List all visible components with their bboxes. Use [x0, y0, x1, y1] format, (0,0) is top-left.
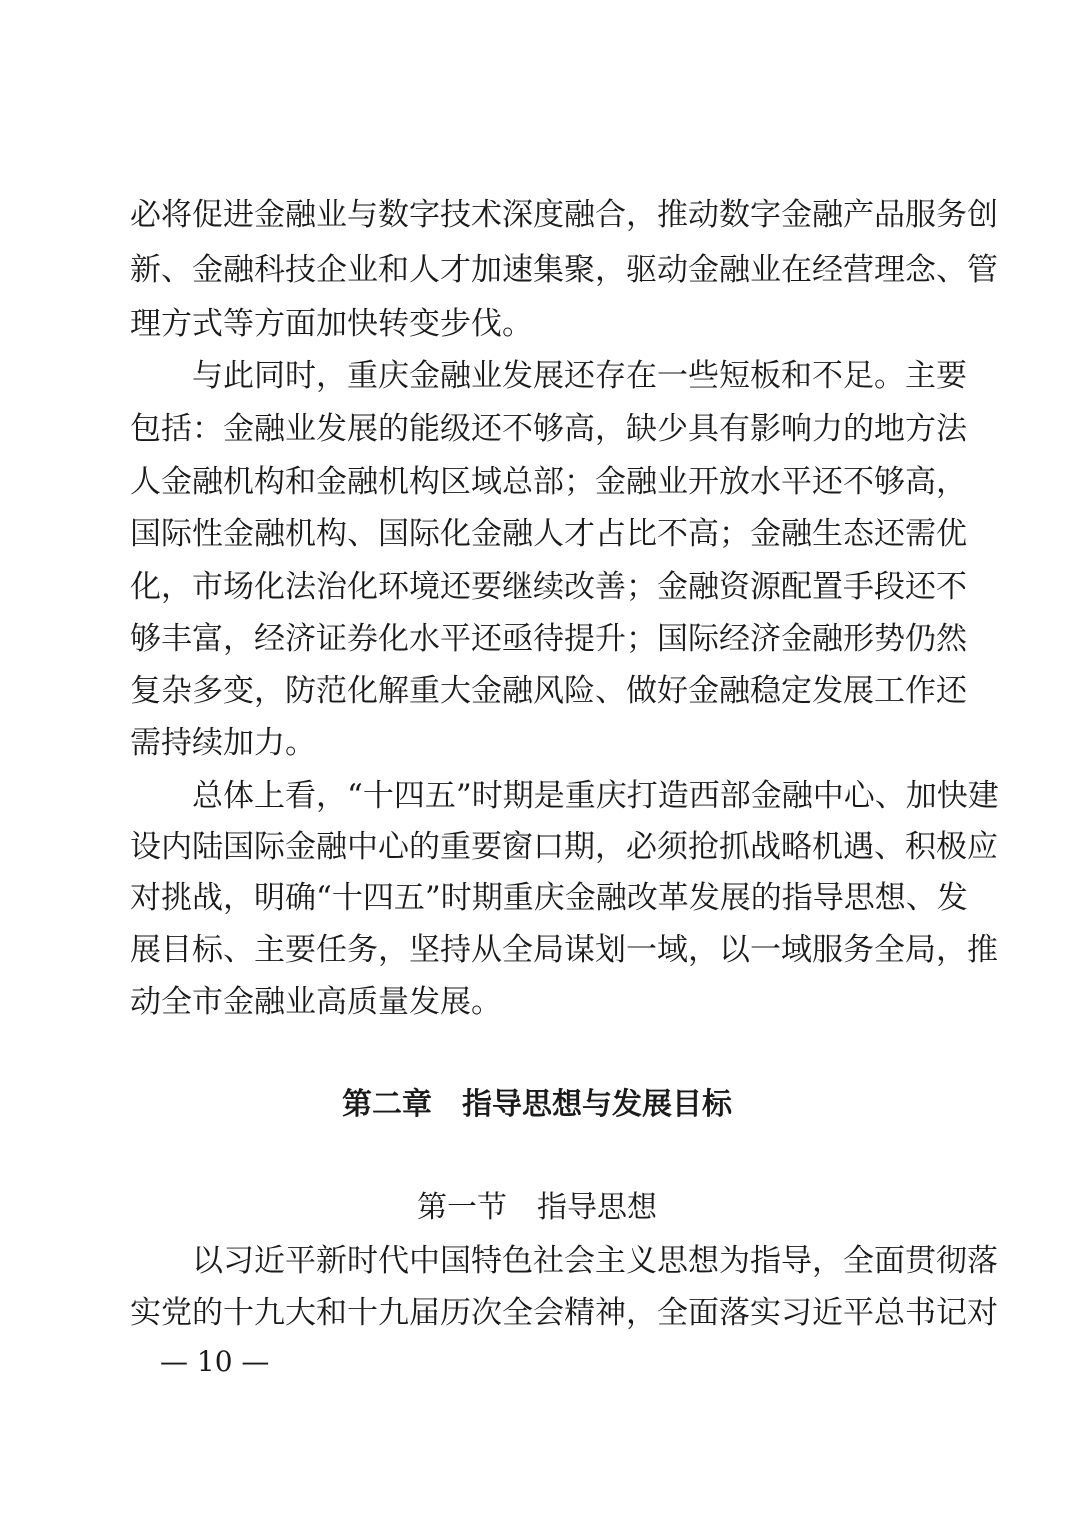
- paragraph-2-line-2: 包括：金融业发展的能级还不够高，缺少具有影响力的地方法: [130, 411, 967, 447]
- page-number: — 10 —: [160, 1345, 270, 1378]
- section-paragraph-line-1: 以习近平新时代中国特色社会主义思想为指导，全面贯彻落: [192, 1243, 998, 1279]
- paragraph-2-line-1: 与此同时，重庆金融业发展还存在一些短板和不足。主要: [192, 358, 967, 394]
- paragraph-3-line-3: 对挑战，明确“十四五”时期重庆金融改革发展的指导思想、发: [130, 880, 968, 916]
- section-title: 第一节 指导思想: [417, 1190, 657, 1225]
- paragraph-1-line-2: 新、金融科技企业和人才加速集聚，驱动金融业在经营理念、管: [130, 252, 998, 288]
- paragraph-3-line-4: 展目标、主要任务，坚持从全局谋划一域，以一域服务全局，推: [130, 932, 998, 968]
- paragraph-2-line-5: 化，市场化法治化环境还要继续改善；金融资源配置手段还不: [130, 569, 967, 605]
- paragraph-2-line-4: 国际性金融机构、国际化金融人才占比不高；金融生态还需优: [130, 516, 967, 552]
- paragraph-2-line-7: 复杂多变，防范化解重大金融风险、做好金融稳定发展工作还: [130, 673, 967, 709]
- paragraph-3-line-1: 总体上看，“十四五”时期是重庆打造西部金融中心、加快建: [192, 778, 999, 814]
- paragraph-1-line-1: 必将促进金融业与数字技术深度融合，推动数字金融产品服务创: [130, 197, 998, 233]
- section-paragraph-line-2: 实党的十九大和十九届历次全会精神，全面落实习近平总书记对: [130, 1295, 998, 1331]
- paragraph-1-line-3: 理方式等方面加快转变步伐。: [130, 306, 533, 342]
- chapter-title: 第二章 指导思想与发展目标: [342, 1087, 732, 1122]
- paragraph-3-line-5: 动全市金融业高质量发展。: [130, 984, 502, 1020]
- paragraph-2-line-6: 够丰富，经济证券化水平还亟待提升；国际经济金融形势仍然: [130, 621, 967, 657]
- paragraph-2-line-8: 需持续加力。: [130, 725, 316, 761]
- paragraph-2-line-3: 人金融机构和金融机构区域总部；金融业开放水平还不够高，: [130, 464, 967, 500]
- paragraph-3-line-2: 设内陆国际金融中心的重要窗口期，必须抢抓战略机遇、积极应: [130, 829, 998, 865]
